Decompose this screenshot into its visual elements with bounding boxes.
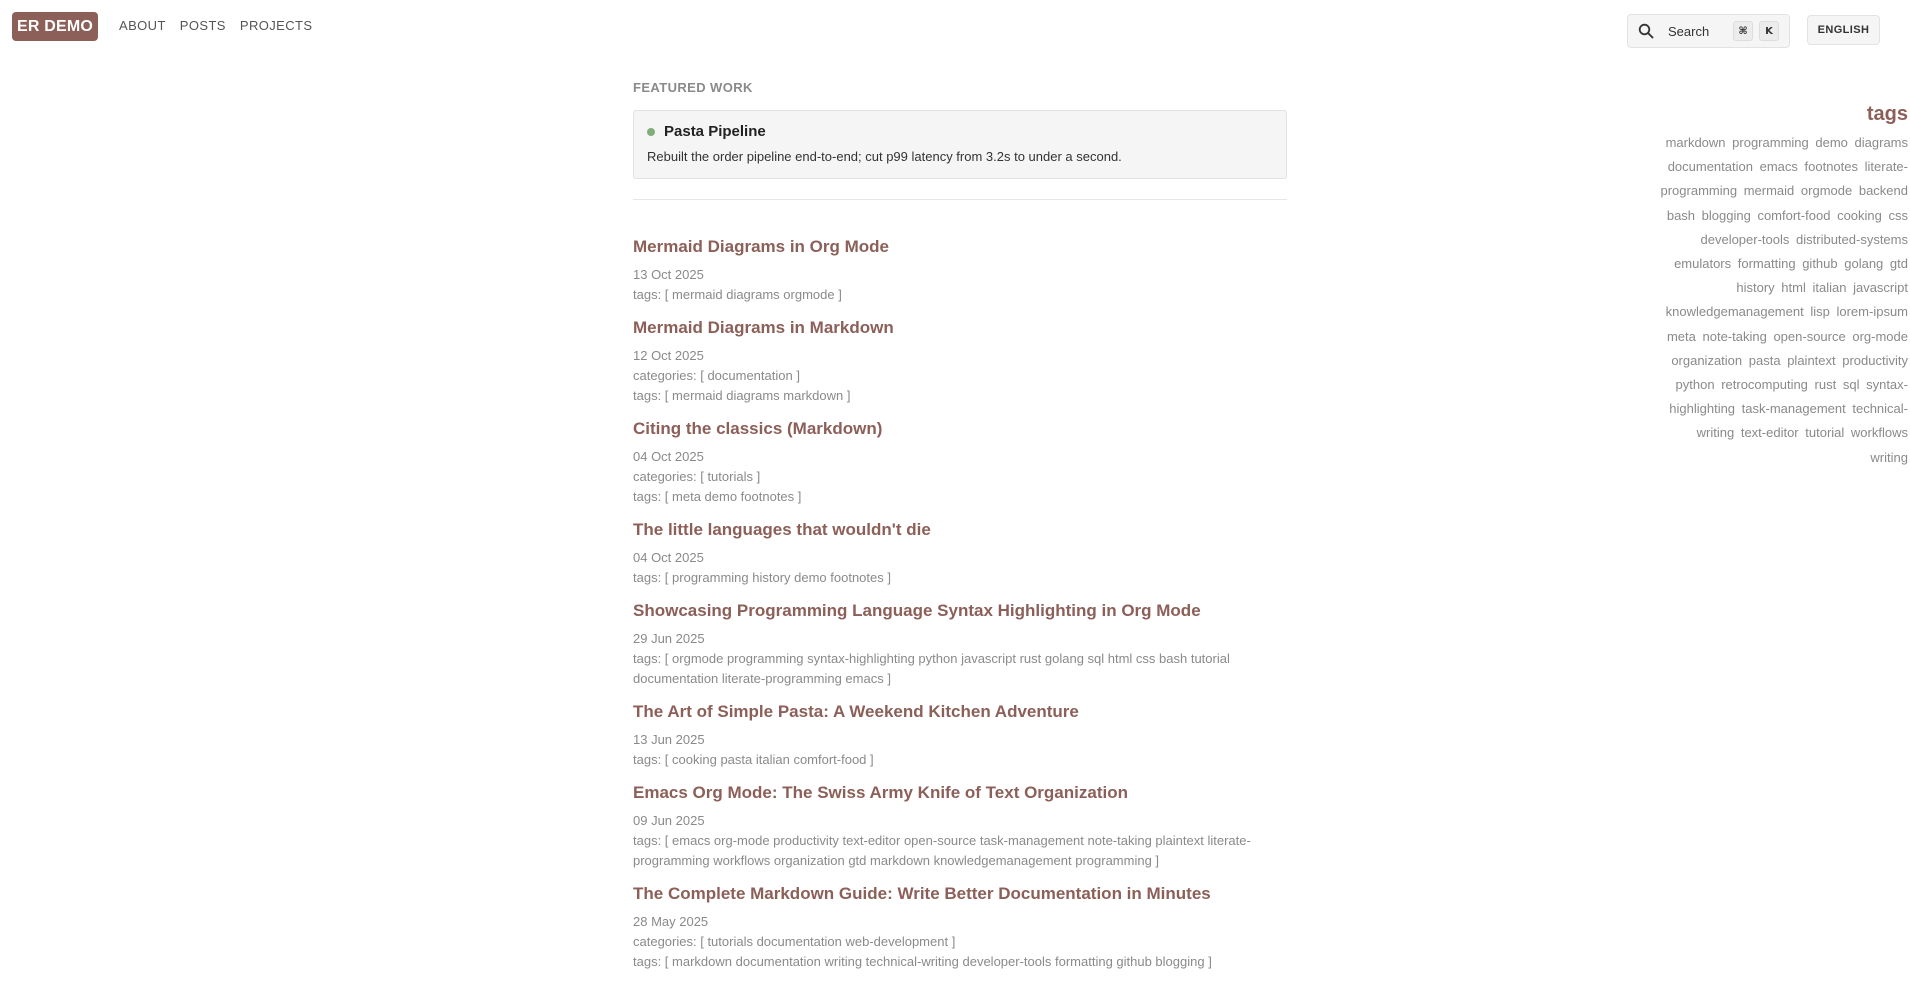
post-list xyxy=(633,237,1287,972)
post-date: 13 Oct 2025 xyxy=(633,267,704,282)
tag-link[interactable]: retrocomputing xyxy=(1721,377,1808,393)
tags-suffix: ] xyxy=(883,570,891,585)
tag-link[interactable]: text-editor xyxy=(1740,425,1799,441)
search-button[interactable] xyxy=(1627,14,1790,48)
shortcut-key-k: K xyxy=(1759,21,1779,41)
tag-link[interactable]: lorem-ipsum xyxy=(1836,304,1908,320)
categories-list[interactable]: documentation xyxy=(707,368,793,383)
half-moon-icon[interactable] xyxy=(1891,22,1905,38)
tags-list[interactable]: cooking pasta italian comfort-food xyxy=(672,752,867,767)
tags-list[interactable]: emacs org-mode productivity text-editor open-source task-management note-taking plaintext literate-programming workflows organization gtd markdown knowledgemanagement programming xyxy=(633,833,1251,868)
post-tags xyxy=(633,952,1287,972)
tag-link[interactable]: plaintext xyxy=(1787,352,1836,368)
tag-link[interactable]: markdown xyxy=(1665,135,1726,150)
tag-link[interactable]: blogging xyxy=(1701,207,1751,223)
tag-link[interactable]: gtd xyxy=(1889,256,1908,272)
tags-suffix: ] xyxy=(1151,853,1160,868)
tag-link[interactable]: formatting xyxy=(1737,256,1796,272)
tag-link[interactable]: italian xyxy=(1812,280,1847,296)
tags-heading: tags xyxy=(1866,103,1908,125)
search-label: Search xyxy=(1668,23,1710,39)
post-tags xyxy=(633,750,1287,770)
categories-prefix: categories: [ xyxy=(633,934,708,949)
featured-description: Rebuilt the order pipeline end-to-end; cut p99 latency from 3.2s to under a second. xyxy=(647,149,1122,164)
post-title-link[interactable]: Citing the classics (Markdown) xyxy=(633,419,883,438)
tag-link[interactable]: syntax-highlighting xyxy=(1669,377,1908,417)
categories-suffix: ] xyxy=(792,368,800,383)
tag-link[interactable]: workflows xyxy=(1850,425,1908,441)
tags-list[interactable]: programming history demo footnotes xyxy=(672,570,884,585)
tag-link[interactable]: javascript xyxy=(1853,280,1908,296)
shortcut-key-cmd: ⌘ xyxy=(1733,21,1753,41)
post-title-link[interactable]: The Complete Markdown Guide: Write Better Documentation in Minutes xyxy=(633,884,1211,903)
tag-link[interactable]: technical-writing xyxy=(1696,401,1908,441)
nav-posts[interactable]: POSTS xyxy=(179,18,226,33)
tags-suffix: ] xyxy=(866,752,874,767)
nav-about[interactable]: ABOUT xyxy=(119,18,166,33)
post-title-link[interactable]: Mermaid Diagrams in Markdown xyxy=(633,318,894,337)
tags-prefix: tags: [ xyxy=(633,954,673,969)
post-title-link[interactable]: The little languages that wouldn't die xyxy=(633,520,931,539)
post-item xyxy=(633,884,1287,972)
categories-suffix: ] xyxy=(752,469,761,484)
tag-link[interactable]: cooking xyxy=(1837,207,1882,223)
categories-list[interactable]: tutorials xyxy=(707,469,753,484)
featured-project-card[interactable] xyxy=(633,110,1287,179)
post-categories xyxy=(633,366,1287,386)
search-icon xyxy=(1638,23,1654,39)
categories-prefix: categories: [ xyxy=(633,368,708,383)
tag-link[interactable]: html xyxy=(1781,280,1806,296)
tag-link[interactable]: note-taking xyxy=(1702,328,1767,344)
tags-sidebar xyxy=(1656,102,1908,470)
post-tags xyxy=(633,386,1287,406)
categories-prefix: categories: [ xyxy=(633,469,708,484)
featured-heading: FEATURED WORK xyxy=(633,80,753,95)
nav-projects[interactable]: PROJECTS xyxy=(239,18,313,33)
post-item xyxy=(633,237,1287,305)
tag-link[interactable]: footnotes xyxy=(1804,159,1859,175)
tags-prefix: tags: [ xyxy=(633,833,673,848)
tag-link[interactable]: css xyxy=(1888,207,1908,223)
post-item xyxy=(633,419,1287,507)
post-date: 04 Oct 2025 xyxy=(633,449,704,464)
tag-link[interactable]: rust xyxy=(1814,377,1837,393)
main-content xyxy=(633,80,1287,985)
tags-list[interactable]: orgmode programming syntax-highlighting python javascript rust golang sql html css bash tutorial documentation literate-programming emacs xyxy=(633,651,1230,686)
main-nav xyxy=(119,18,312,33)
tag-link[interactable]: documentation xyxy=(1667,159,1753,175)
tag-link[interactable]: pasta xyxy=(1748,352,1781,368)
post-title-link[interactable]: Emacs Org Mode: The Swiss Army Knife of Text Organization xyxy=(633,783,1128,802)
post-title-link[interactable]: The Art of Simple Pasta: A Weekend Kitchen Adventure xyxy=(633,702,1079,721)
tag-link[interactable]: meta xyxy=(1666,328,1696,344)
featured-title-row xyxy=(647,123,1273,140)
tag-link[interactable]: programming xyxy=(1732,135,1809,150)
site-logo[interactable]: ER DEMO xyxy=(12,12,98,41)
tags-suffix: ] xyxy=(834,287,842,302)
categories-suffix: ] xyxy=(948,934,956,949)
tags-list[interactable]: meta demo footnotes xyxy=(672,489,795,504)
tag-link[interactable]: task-management xyxy=(1741,401,1846,417)
post-title-link[interactable]: Showcasing Programming Language Syntax Highlighting in Org Mode xyxy=(633,601,1201,620)
post-date: 29 Jun 2025 xyxy=(633,631,705,646)
tags-list[interactable]: mermaid diagrams orgmode xyxy=(672,287,835,302)
tag-link[interactable]: bash xyxy=(1666,207,1696,223)
tag-link[interactable]: emulators xyxy=(1674,256,1732,272)
post-tags xyxy=(633,568,1287,588)
post-date: 12 Oct 2025 xyxy=(633,348,704,363)
tags-prefix: tags: [ xyxy=(633,570,673,585)
post-tags xyxy=(633,649,1287,689)
post-item xyxy=(633,702,1287,770)
post-item xyxy=(633,520,1287,588)
post-date: 28 May 2025 xyxy=(633,914,709,929)
tag-link[interactable]: organization xyxy=(1671,352,1743,368)
language-switcher[interactable]: ENGLISH xyxy=(1807,15,1880,45)
tag-link[interactable]: python xyxy=(1675,377,1715,393)
tag-link[interactable]: productivity xyxy=(1842,352,1908,368)
tags-prefix: tags: [ xyxy=(633,651,673,666)
post-item xyxy=(633,783,1287,871)
tag-link[interactable]: comfort-food xyxy=(1757,207,1831,223)
tag-link[interactable]: developer-tools xyxy=(1700,231,1790,247)
tags-prefix: tags: [ xyxy=(633,752,673,767)
post-categories xyxy=(633,932,1287,952)
tag-link[interactable]: backend xyxy=(1858,183,1908,199)
featured-title[interactable]: Pasta Pipeline xyxy=(664,123,766,140)
tag-link[interactable]: github xyxy=(1802,256,1838,272)
tag-link[interactable]: sql xyxy=(1842,377,1860,393)
post-date: 13 Jun 2025 xyxy=(633,732,705,747)
tags-prefix: tags: [ xyxy=(633,489,673,504)
tag-link[interactable]: diagrams xyxy=(1854,135,1908,150)
post-date: 09 Jun 2025 xyxy=(633,813,705,828)
tag-link[interactable]: mermaid xyxy=(1743,183,1795,199)
tag-link[interactable]: literate-programming xyxy=(1660,159,1908,199)
tag-link[interactable]: writing xyxy=(1870,449,1908,465)
divider xyxy=(633,199,1287,200)
tags-suffix: ] xyxy=(843,388,851,403)
tag-link[interactable]: orgmode xyxy=(1800,183,1853,199)
post-tags xyxy=(633,285,1287,305)
tag-link[interactable]: knowledgemanagement xyxy=(1665,304,1804,320)
tag-link[interactable]: lisp xyxy=(1810,304,1830,320)
tags-suffix: ] xyxy=(883,671,891,686)
post-item xyxy=(633,601,1287,689)
post-tags xyxy=(633,831,1287,871)
post-title-link[interactable]: Mermaid Diagrams in Org Mode xyxy=(633,237,889,256)
post-item xyxy=(633,318,1287,406)
tag-link[interactable]: emacs xyxy=(1759,159,1798,175)
post-tags xyxy=(633,487,1287,507)
tags-suffix: ] xyxy=(1204,954,1212,969)
tags-list[interactable]: mermaid diagrams markdown xyxy=(672,388,844,403)
tag-link[interactable]: history xyxy=(1736,280,1775,296)
tag-link[interactable]: golang xyxy=(1844,256,1884,272)
tags-prefix: tags: [ xyxy=(633,287,673,302)
tag-link[interactable]: org-mode xyxy=(1852,328,1908,344)
tags-suffix: ] xyxy=(794,489,802,504)
tags-list[interactable]: markdown documentation writing technical-writing developer-tools formatting github blogging xyxy=(672,954,1205,969)
categories-list[interactable]: tutorials documentation web-development xyxy=(707,934,949,949)
post-categories xyxy=(633,467,1287,487)
tag-cloud xyxy=(1656,131,1908,470)
tag-link[interactable]: distributed-systems xyxy=(1796,231,1908,247)
tag-link[interactable]: demo xyxy=(1815,135,1848,150)
status-dot-icon xyxy=(647,128,655,136)
tag-link[interactable]: open-source xyxy=(1773,328,1846,344)
tags-prefix: tags: [ xyxy=(633,388,673,403)
tag-link[interactable]: tutorial xyxy=(1805,425,1845,441)
post-date: 04 Oct 2025 xyxy=(633,550,704,565)
